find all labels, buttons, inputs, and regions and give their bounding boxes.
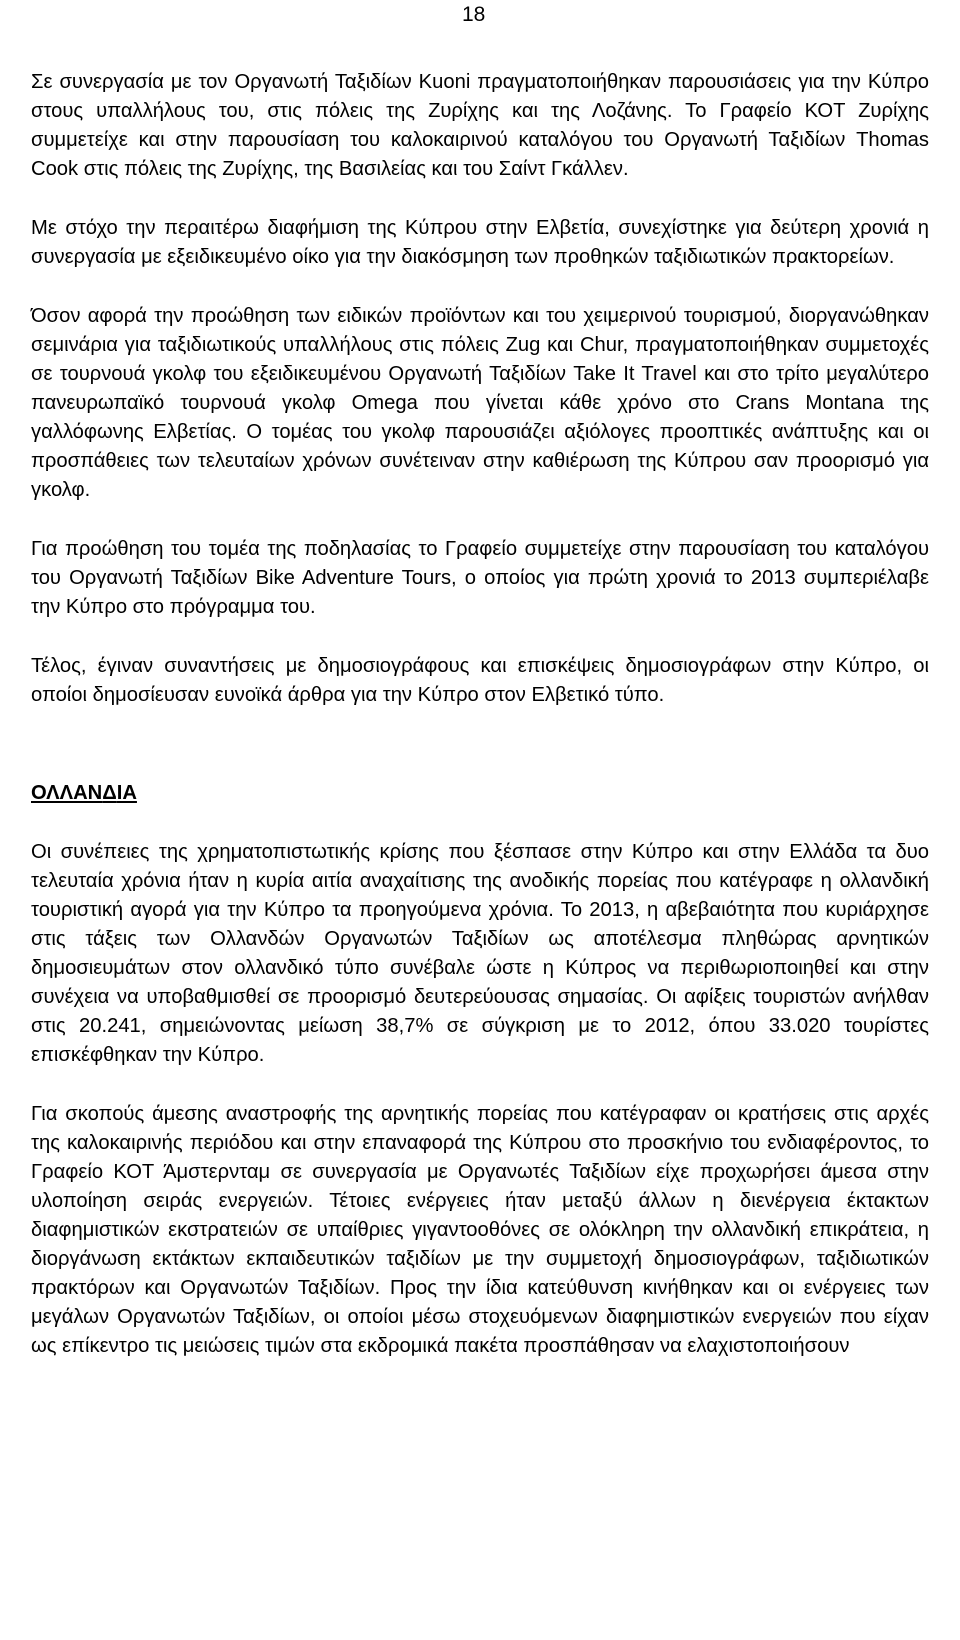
paragraph-window-decoration: Με στόχο την περαιτέρω διαφήμιση της Κύπρου στην Ελβετία, συνεχίστηκε για δεύτερη χρονιά η συνεργασία με εξειδικευμένο οίκο για την διακόσμηση των προθηκών ταξιδιωτικών πρακτορείων. — [31, 217, 929, 268]
paragraph-cycling: Για προώθηση του τομέα της ποδηλασίας το Γραφείο συμμετείχε στην παρουσίαση του καταλόγου του Οργανωτή Ταξιδίων Bike Adventure Tours, ο οποίος για πρώτη χρονιά το 2013 συμπεριέλαβε την Κύπρο στο πρόγραμμα του. — [31, 538, 929, 618]
document-body — [31, 68, 929, 1361]
paragraph-journalists: Τέλος, έγιναν συναντήσεις με δημοσιογράφους και επισκέψεις δημοσιογράφων στην Κύπρο, οι οποίοι δημοσίευσαν ευνοϊκά άρθρα για την Κύπρο στον Ελβετικό τύπο. — [31, 655, 929, 706]
page-number: 18 — [462, 3, 486, 26]
section-heading-part-2: Δ — [102, 782, 117, 804]
section-heading-part-1: ΟΛΛΑΝ — [31, 782, 103, 804]
section-heading-netherlands — [31, 779, 929, 808]
paragraph-amsterdam-actions: Για σκοπούς άμεσης αναστροφής της αρνητικής πορείας που κατέγραφαν οι κρατήσεις στις αρχές της καλοκαιρινής περιόδου και στην επαναφορά της Κύπρου στο προσκήνιο του ενδιαφέροντος, το Γραφείο ΚΟΤ Άμστερνταμ σε συνεργασία με Οργανωτές Ταξιδίων είχε προχωρήσει άμεσα στην υλοποίηση σειράς ενεργειών. Τέτοιες ενέργειες ήταν μεταξύ άλλων η διενέργεια έκτακτων διαφημιστικών εκστρατειών σε υπαίθριες γιγαντοοθόνες σε ολόκληρη την ολλανδική επικράτεια, η διοργάνωση εκτάκτων εκπαιδευτικών ταξιδίων με την συμμετοχή δημοσιογράφων, ταξιδιωτικών πρακτόρων και Οργανωτών Ταξιδίων. Προς την ίδια κατεύθυνση κινήθηκαν και οι ενέργειες των μεγάλων Οργανωτών Ταξιδίων, οι οποίοι μέσω στοχευόμενων διαφημιστικών ενεργειών που είχαν ως επίκεντρο τις μειώσεις τιμών στα εκδρομικά πακέτα προσπάθησαν να ελαχιστοποιήσουν — [31, 1103, 929, 1357]
paragraph-golf-winter: Όσον αφορά την προώθηση των ειδικών προϊόντων και του χειμερινού τουρισμού, διοργανώθηκαν σεμινάρια για ταξιδιωτικούς υπαλλήλους στις πόλεις Zug και Chur, πραγματοποιήθηκαν συμμετοχές σε τουρνουά γκολφ του εξειδικευμένου Οργανωτή Ταξιδίων Take It Travel και στο τρίτο μεγαλύτερο πανευρωπαϊκό τουρνουά γκολφ Omega που γίνεται κάθε χρόνο στο Crans Montana της γαλλόφωνης Ελβετίας. Ο τομέας του γκολφ παρουσιάζει αξιόλογες προοπτικές ανάπτυξης και οι προσπάθειες των τελευταίων χρόνων συνέτειναν στην καθιέρωση της Κύπρου σαν προορισμό για γκολφ. — [31, 305, 929, 501]
paragraph-financial-crisis: Οι συνέπειες της χρηματοπιστωτικής κρίσης που ξέσπασε στην Κύπρο και στην Ελλάδα τα δυο τελευταία χρόνια ήταν η κυρία αιτία αναχαίτισης της ανοδικής πορείας που κατέγραφε η ολλανδική τουριστική αγορά για την Κύπρο τα προηγούμενα χρόνια. Το 2013, η αβεβαιότητα που κυριάρχησε στις τάξεις των Ολλανδών Οργανωτών Ταξιδίων ως αποτέλεσμα πληθώρας αρνητικών δημοσιευμάτων στον ολλανδικό τύπο συνέβαλε ώστε η Κύπρος να περιθωριοποιηθεί και στην συνέχεια να υποβαθμισθεί σε προορισμό δευτερεύουσας σημασίας. Οι αφίξεις τουριστών ανήλθαν στις 20.241, σημειώνοντας μείωση 38,7% σε σύγκριση με το 2012, όπου 33.020 τουρίστες επισκέφθηκαν την Κύπρο. — [31, 841, 929, 1066]
section-heading-part-3: ΙΑ — [116, 782, 137, 804]
paragraph-kuoni-thomas-cook: Σε συνεργασία με τον Οργανωτή Ταξιδίων Kuoni πραγματοποιήθηκαν παρουσιάσεις για την Κύπρο στους υπαλλήλους του, στις πόλεις της Ζυρίχης και της Λοζάνης. Το Γραφείο ΚΟΤ Ζυρίχης συμμετείχε και στην παρουσίαση του καλοκαιρινού καταλόγου του Οργανωτή Ταξιδίων Thomas Cook στις πόλεις της Ζυρίχης, της Βασιλείας και του Σαίντ Γκάλλεν. — [31, 71, 929, 180]
